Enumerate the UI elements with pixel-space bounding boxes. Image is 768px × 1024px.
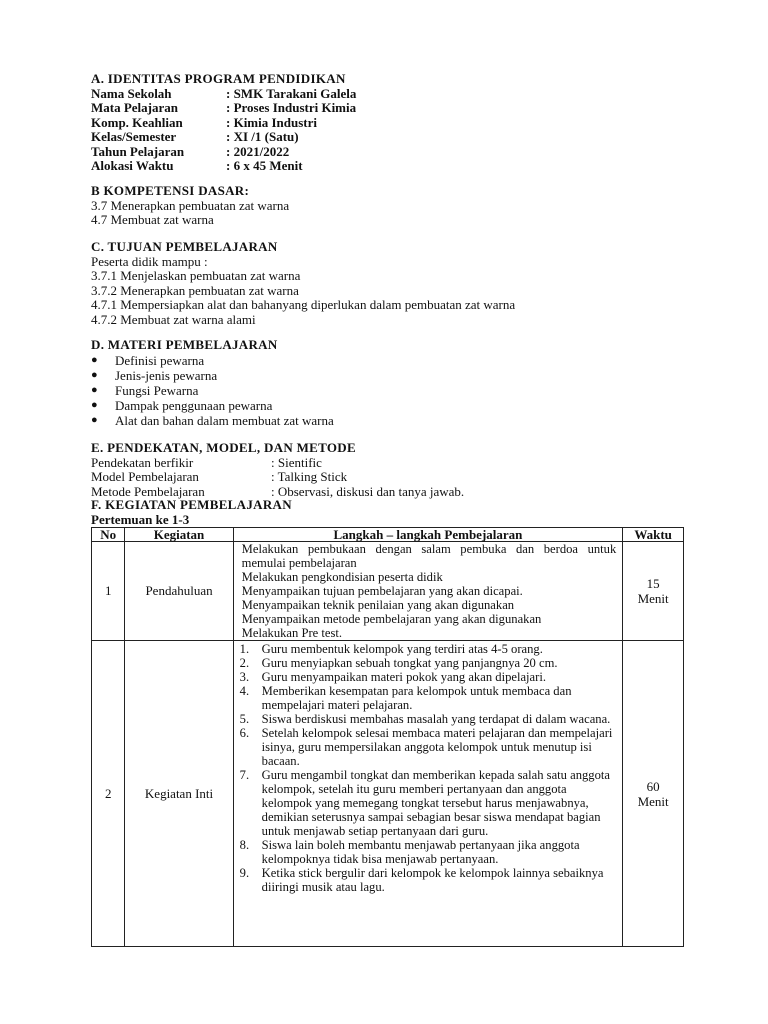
col-header-kegiatan: Kegiatan	[125, 528, 233, 542]
materi-item: ● Jenis-jenis pewarna	[91, 367, 218, 383]
heading-kompetensi: B KOMPETENSI DASAR:	[91, 183, 250, 198]
identitas-row: Mata Pelajaran : Proses Industri Kimia	[91, 100, 357, 115]
row-waktu: 60 Menit	[623, 641, 684, 947]
section-tujuan	[91, 240, 691, 327]
row-kegiatan: Kegiatan Inti	[125, 641, 233, 947]
tujuan-item: 3.7.1 Menjelaskan pembuatan zat warna	[91, 268, 301, 283]
bullet-icon: ●	[91, 398, 98, 411]
list-item: 9. Ketika stick bergulir dari kelompok ke kelompok lainnya sebaiknya diiringi musik atau lagu.	[239, 866, 604, 894]
tujuan-intro: Peserta didik mampu :	[91, 253, 208, 269]
identitas-row: Kelas/Semester : XI /1 (Satu)	[91, 129, 299, 144]
section-identitas	[91, 72, 691, 174]
langkah-text: Menyampaikan tujuan pembelajaran yang akan dicapai.	[241, 584, 523, 598]
langkah-text: Menyampaikan metode pembelajaran yang akan digunakan	[241, 612, 542, 626]
list-item: 1. Guru membentuk kelompok yang terdiri atas 4-5 orang.	[239, 642, 543, 656]
table-row	[92, 641, 684, 947]
heading-identitas: A. IDENTITAS PROGRAM PENDIDIKAN	[91, 71, 346, 86]
kegiatan-table	[91, 527, 684, 947]
pertemuan-label: Pertemuan ke 1-3	[91, 511, 190, 527]
row-no: 1	[92, 542, 125, 641]
pendekatan-row: Pendekatan berfikir : Sientific	[91, 454, 322, 470]
heading-pendekatan: E. PENDEKATAN, MODEL, DAN METODE	[91, 440, 356, 455]
identitas-row: Alokasi Waktu : 6 x 45 Menit	[91, 158, 303, 173]
table-header-row	[92, 528, 684, 542]
langkah-text: Melakukan pengkondisian peserta didik	[241, 570, 443, 584]
kompetensi-item: 4.7 Membuat zat warna	[91, 212, 214, 227]
tujuan-item: 3.7.2 Menerapkan pembuatan zat warna	[91, 282, 299, 298]
pendekatan-row: Model Pembelajaran : Talking Stick	[91, 469, 348, 484]
row-kegiatan: Pendahuluan	[125, 542, 233, 641]
pendekatan-row: Metode Pembelajaran : Observasi, diskusi dan tanya jawab.	[91, 483, 465, 499]
col-header-waktu: Waktu	[623, 528, 684, 542]
col-header-no: No	[92, 528, 125, 542]
materi-item: ● Alat dan bahan dalam membuat zat warna	[91, 412, 334, 428]
section-materi	[91, 338, 691, 428]
tujuan-item: 4.7.2 Membuat zat warna alami	[91, 311, 256, 327]
identitas-row: Tahun Pelajaran : 2021/2022	[91, 143, 290, 159]
tujuan-item: 4.7.1 Mempersiapkan alat dan bahanyang diperlukan dalam pembuatan zat warna	[91, 297, 516, 312]
section-pendekatan	[91, 441, 691, 499]
identitas-row: Nama Sekolah : SMK Tarakani Galela	[91, 85, 357, 101]
list-item: 4. Memberikan kesempatan para kelompok untuk membaca dan mempelajari materi pelajaran.	[239, 684, 572, 712]
materi-item: ● Dampak penggunaan pewarna	[91, 397, 273, 413]
heading-materi: D. MATERI PEMBELAJARAN	[91, 337, 278, 352]
materi-item: ● Fungsi Pewarna	[91, 382, 199, 398]
langkah-text: Melakukan Pre test.	[241, 626, 343, 640]
row-waktu: 15 Menit	[623, 542, 684, 641]
kompetensi-item: 3.7 Menerapkan pembuatan zat warna	[91, 197, 290, 213]
row-no: 2	[92, 641, 125, 947]
row-langkah	[233, 641, 623, 947]
section-kegiatan	[91, 498, 691, 527]
bullet-icon: ●	[91, 413, 98, 426]
col-header-langkah: Langkah – langkah Pembejalaran	[233, 528, 623, 542]
list-item: 6. Setelah kelompok selesai membaca materi pelajaran dan mempelajari isinya, guru mempersilakan anggota kelompok untuk menutup isi bacaan.	[239, 726, 613, 768]
identitas-row: Komp. Keahlian : Kimia Industri	[91, 114, 318, 130]
list-item: 8. Siswa lain boleh membantu menjawab pertanyaan jika anggota kelompoknya tidak bisa menjawab pertanyaan.	[239, 838, 580, 866]
list-item: 2. Guru menyiapkan sebuah tongkat yang panjangnya 20 cm.	[239, 656, 558, 670]
langkah-text: Menyampaikan teknik penilaian yang akan digunakan	[241, 598, 515, 612]
list-item: 5. Siswa berdiskusi membahas masalah yang terdapat di dalam wacana.	[239, 712, 611, 726]
list-item: 3. Guru menyampaikan materi pokok yang akan dipelajari.	[239, 670, 546, 684]
table-row	[92, 542, 684, 641]
list-item: 7. Guru mengambil tongkat dan memberikan kepada salah satu anggota kelompok, setelah itu guru memberi pertanyaan dan anggota kelompok yang memegang tongkat tersebut harus menjawabnya, demikian seterusnya sampai sebagian besar siswa mendapat bagian untuk menjawab setiap pertanyaan dari guru.	[239, 768, 610, 838]
materi-item: ● Definisi pewarna	[91, 352, 205, 368]
bullet-icon: ●	[91, 353, 98, 366]
heading-tujuan: C. TUJUAN PEMBELAJARAN	[91, 239, 278, 254]
heading-kegiatan: F. KEGIATAN PEMBELAJARAN	[91, 497, 292, 512]
langkah-list	[236, 642, 617, 894]
row-langkah	[233, 542, 623, 641]
bullet-icon: ●	[91, 368, 98, 381]
section-kompetensi	[91, 184, 691, 228]
langkah-text: Melakukan pembukaan dengan salam pembuka dan berdoa untuk memulai pembelajaran	[241, 542, 617, 570]
bullet-icon: ●	[91, 383, 98, 396]
